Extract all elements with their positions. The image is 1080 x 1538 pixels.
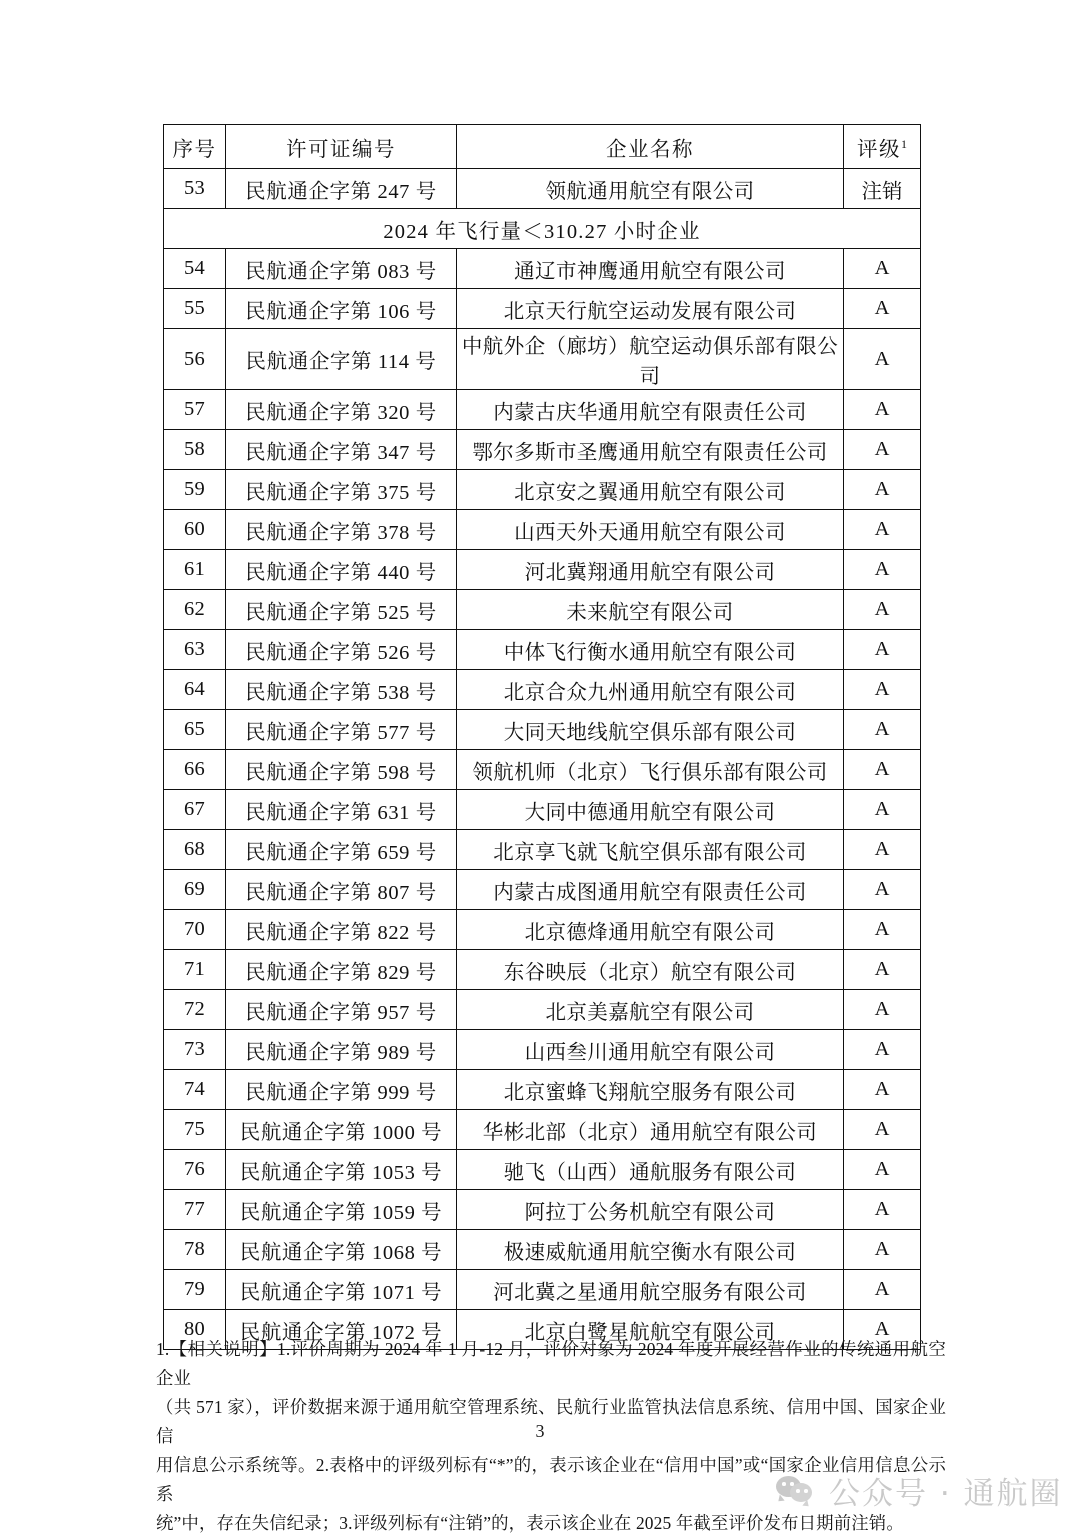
cell-company: 大同中德通用航空有限公司 — [457, 790, 844, 830]
cell-index: 62 — [164, 590, 226, 630]
cell-license: 民航通企字第 378 号 — [226, 510, 457, 550]
table-row — [164, 289, 921, 329]
footnote-line-2: （共 571 家），评价数据来源于通用航空管理系统、民航行业监管执法信息系统、信用中国、国家企业信 — [156, 1397, 946, 1446]
cell-license: 民航通企字第 440 号 — [226, 550, 457, 590]
cell-grade: A — [844, 510, 921, 550]
cell-company: 阿拉丁公务机航空有限公司 — [457, 1190, 844, 1230]
table-row — [164, 1190, 921, 1230]
cell-grade: A — [844, 670, 921, 710]
cell-company: 河北冀之星通用航空服务有限公司 — [457, 1270, 844, 1310]
cell-company: 北京合众九州通用航空有限公司 — [457, 670, 844, 710]
cell-grade: A — [844, 289, 921, 329]
footnote-line-3: 用信息公示系统等。2.表格中的评级列标有“*”的，表示该企业在“信用中国”或“国家企业信用信息公示系 — [156, 1455, 946, 1504]
table-row — [164, 590, 921, 630]
cell-license: 民航通企字第 1053 号 — [226, 1150, 457, 1190]
cell-company: 驰飞（山西）通航服务有限公司 — [457, 1150, 844, 1190]
column-header-grade — [844, 125, 921, 169]
cell-company: 北京白鹭星航航空有限公司 — [457, 1310, 844, 1350]
cell-index: 79 — [164, 1270, 226, 1310]
cell-company: 北京享飞就飞航空俱乐部有限公司 — [457, 830, 844, 870]
cell-index: 66 — [164, 750, 226, 790]
footnote-line-1: 1.【相关说明】1.评价周期为 2024 年 1 月-12 月，评价对象为 2024 年度开展经营作业的传统通用航空企业 — [156, 1339, 946, 1388]
cell-index: 65 — [164, 710, 226, 750]
wechat-icon — [776, 1474, 816, 1507]
table-row — [164, 990, 921, 1030]
cell-index: 71 — [164, 950, 226, 990]
cell-company: 东谷映辰（北京）航空有限公司 — [457, 950, 844, 990]
cell-grade: A — [844, 1190, 921, 1230]
cell-license: 民航通企字第 631 号 — [226, 790, 457, 830]
cell-index: 78 — [164, 1230, 226, 1270]
section-title: 2024 年飞行量＜310.27 小时企业 — [164, 209, 921, 249]
cell-grade: A — [844, 750, 921, 790]
cell-grade: A — [844, 830, 921, 870]
cell-index: 54 — [164, 249, 226, 289]
cell-license: 民航通企字第 1072 号 — [226, 1310, 457, 1350]
cell-license: 民航通企字第 807 号 — [226, 870, 457, 910]
cell-company: 华彬北部（北京）通用航空有限公司 — [457, 1110, 844, 1150]
table-row — [164, 169, 921, 209]
cell-grade: A — [844, 630, 921, 670]
table-row — [164, 249, 921, 289]
cell-index: 70 — [164, 910, 226, 950]
cell-index: 72 — [164, 990, 226, 1030]
cell-grade: 注销 — [844, 169, 921, 209]
cell-grade: A — [844, 790, 921, 830]
cell-license: 民航通企字第 659 号 — [226, 830, 457, 870]
cell-company: 通辽市神鹰通用航空有限公司 — [457, 249, 844, 289]
cell-company: 大同天地线航空俱乐部有限公司 — [457, 710, 844, 750]
cell-company: 鄂尔多斯市圣鹰通用航空有限责任公司 — [457, 430, 844, 470]
cell-grade: A — [844, 249, 921, 289]
cell-company: 内蒙古庆华通用航空有限责任公司 — [457, 390, 844, 430]
cell-company: 北京德烽通用航空有限公司 — [457, 910, 844, 950]
cell-company: 内蒙古成图通用航空有限责任公司 — [457, 870, 844, 910]
cell-grade: A — [844, 1070, 921, 1110]
table-row — [164, 1030, 921, 1070]
cell-license: 民航通企字第 989 号 — [226, 1030, 457, 1070]
watermark-text: 公众号 · 通航圈 — [829, 1476, 1063, 1512]
cell-index: 64 — [164, 670, 226, 710]
cell-grade: A — [844, 1230, 921, 1270]
cell-grade: A — [844, 470, 921, 510]
table-row — [164, 390, 921, 430]
table-row — [164, 670, 921, 710]
cell-company: 未来航空有限公司 — [457, 590, 844, 630]
cell-index: 74 — [164, 1070, 226, 1110]
cell-grade: A — [844, 1110, 921, 1150]
cell-company: 北京美嘉航空有限公司 — [457, 990, 844, 1030]
cell-index: 77 — [164, 1190, 226, 1230]
cell-grade: A — [844, 1030, 921, 1070]
table-header-row — [164, 125, 921, 169]
cell-grade: A — [844, 710, 921, 750]
cell-company: 极速威航通用航空衡水有限公司 — [457, 1230, 844, 1270]
cell-grade: A — [844, 950, 921, 990]
cell-license: 民航通企字第 525 号 — [226, 590, 457, 630]
cell-index: 75 — [164, 1110, 226, 1150]
cell-company: 中航外企（廊坊）航空运动俱乐部有限公司 — [457, 329, 844, 390]
cell-company: 北京安之翼通用航空有限公司 — [457, 470, 844, 510]
cell-index: 55 — [164, 289, 226, 329]
table-row — [164, 950, 921, 990]
cell-index: 57 — [164, 390, 226, 430]
cell-index: 80 — [164, 1310, 226, 1350]
table-row — [164, 830, 921, 870]
column-header-license: 许可证编号 — [226, 125, 457, 169]
cell-company: 北京蜜蜂飞翔航空服务有限公司 — [457, 1070, 844, 1110]
table-row — [164, 329, 921, 390]
cell-license: 民航通企字第 083 号 — [226, 249, 457, 289]
table-header — [164, 125, 921, 169]
cell-license: 民航通企字第 1071 号 — [226, 1270, 457, 1310]
cell-index: 58 — [164, 430, 226, 470]
cell-grade: A — [844, 550, 921, 590]
cell-license: 民航通企字第 1059 号 — [226, 1190, 457, 1230]
table-row — [164, 1070, 921, 1110]
watermark — [776, 1468, 1063, 1513]
footnote-line-4: 统”中，存在失信纪录；3.评级列标有“注销”的，表示该企业在 2025 年截至评价发布日期前注销。 — [156, 1513, 904, 1533]
table-row — [164, 430, 921, 470]
cell-license: 民航通企字第 822 号 — [226, 910, 457, 950]
cell-grade: A — [844, 870, 921, 910]
cell-index: 56 — [164, 329, 226, 390]
cell-index: 60 — [164, 510, 226, 550]
footnote-marker: 1 — [901, 136, 907, 151]
cell-license: 民航通企字第 829 号 — [226, 950, 457, 990]
cell-company: 山西叁川通用航空有限公司 — [457, 1030, 844, 1070]
table-row — [164, 1270, 921, 1310]
table-row — [164, 1110, 921, 1150]
table-section-row — [164, 209, 921, 249]
cell-license: 民航通企字第 526 号 — [226, 630, 457, 670]
cell-grade: A — [844, 390, 921, 430]
cell-license: 民航通企字第 577 号 — [226, 710, 457, 750]
cell-license: 民航通企字第 347 号 — [226, 430, 457, 470]
table-row — [164, 1230, 921, 1270]
table-row — [164, 630, 921, 670]
cell-license: 民航通企字第 957 号 — [226, 990, 457, 1030]
column-header-index: 序号 — [164, 125, 226, 169]
cell-license: 民航通企字第 247 号 — [226, 169, 457, 209]
aviation-rating-table — [163, 124, 921, 1350]
cell-license: 民航通企字第 114 号 — [226, 329, 457, 390]
table-body — [164, 169, 921, 1350]
cell-index: 53 — [164, 169, 226, 209]
table-row — [164, 870, 921, 910]
cell-license: 民航通企字第 320 号 — [226, 390, 457, 430]
cell-company: 山西天外天通用航空有限公司 — [457, 510, 844, 550]
cell-company: 北京天行航空运动发展有限公司 — [457, 289, 844, 329]
cell-company: 领航机师（北京）飞行俱乐部有限公司 — [457, 750, 844, 790]
cell-index: 59 — [164, 470, 226, 510]
cell-grade: A — [844, 1270, 921, 1310]
page-number: 3 — [535, 1421, 545, 1441]
cell-company: 领航通用航空有限公司 — [457, 169, 844, 209]
cell-index: 63 — [164, 630, 226, 670]
cell-license: 民航通企字第 1000 号 — [226, 1110, 457, 1150]
cell-license: 民航通企字第 598 号 — [226, 750, 457, 790]
table-row — [164, 470, 921, 510]
cell-grade: A — [844, 990, 921, 1030]
table-row — [164, 910, 921, 950]
cell-index: 68 — [164, 830, 226, 870]
cell-grade: A — [844, 1150, 921, 1190]
cell-index: 76 — [164, 1150, 226, 1190]
table-row — [164, 550, 921, 590]
cell-index: 61 — [164, 550, 226, 590]
cell-company: 中体飞行衡水通用航空有限公司 — [457, 630, 844, 670]
cell-index: 69 — [164, 870, 226, 910]
cell-index: 67 — [164, 790, 226, 830]
table-row — [164, 790, 921, 830]
cell-license: 民航通企字第 106 号 — [226, 289, 457, 329]
table-row — [164, 710, 921, 750]
table-row — [164, 1150, 921, 1190]
cell-license: 民航通企字第 1068 号 — [226, 1230, 457, 1270]
cell-grade: A — [844, 1310, 921, 1350]
table-row — [164, 750, 921, 790]
cell-grade: A — [844, 910, 921, 950]
cell-grade: A — [844, 430, 921, 470]
cell-grade: A — [844, 329, 921, 390]
table-row — [164, 510, 921, 550]
cell-license: 民航通企字第 538 号 — [226, 670, 457, 710]
column-header-company: 企业名称 — [457, 125, 844, 169]
cell-index: 73 — [164, 1030, 226, 1070]
cell-license: 民航通企字第 375 号 — [226, 470, 457, 510]
cell-grade: A — [844, 590, 921, 630]
cell-company: 河北冀翔通用航空有限公司 — [457, 550, 844, 590]
cell-license: 民航通企字第 999 号 — [226, 1070, 457, 1110]
column-header-grade-label: 评级 — [857, 138, 901, 161]
